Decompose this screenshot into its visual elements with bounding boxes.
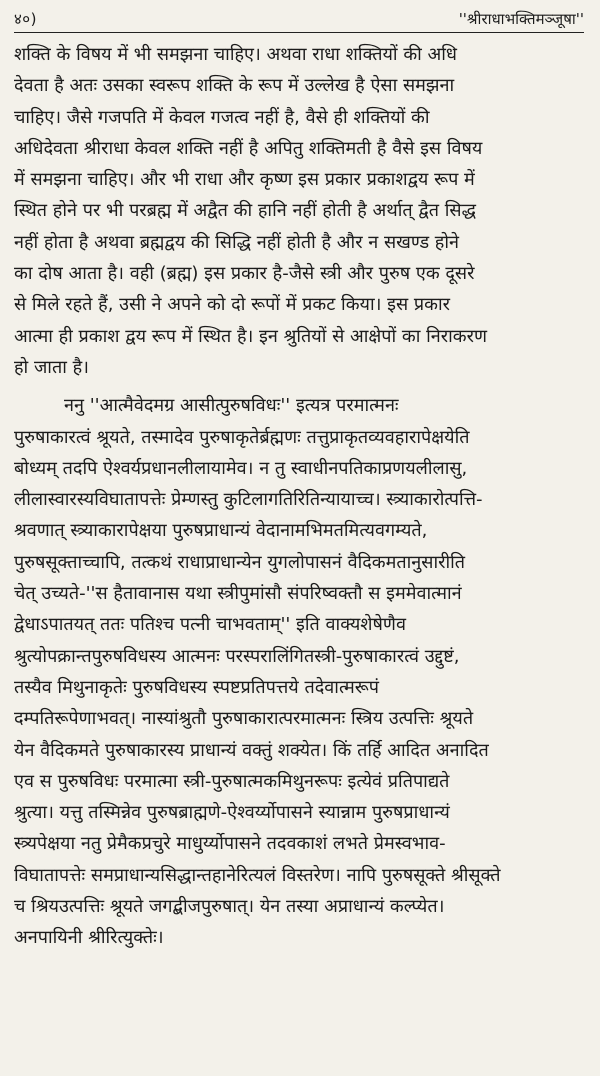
text-line: द्वेधाऽपातयत् ततः पतिश्च पत्नी चाभवताम्'' इति वाक्यशेषेणैव xyxy=(14,614,406,636)
text-line: स्त्र्यपेक्षया नतु प्रेमैकप्रचुरे माधुर्य्योपासने तदवकाशं लभते प्रेमस्वभाव- xyxy=(14,833,446,855)
text-line: येन वैदिकमते पुरुषाकारस्य प्राधान्यं वक्तुं शक्येत। किं तर्हि आदित अनादित xyxy=(14,739,489,761)
sanskrit-paragraph xyxy=(14,390,584,953)
text-line: देवता है अतः उसका स्वरूप शक्ति के रूप में उल्लेख है ऐसा समझना xyxy=(14,75,455,97)
text-line: से मिले रहते हैं, उसी ने अपने को दो रूपों में प्रकट किया। इस प्रकार xyxy=(14,294,450,316)
text-line: शक्ति के विषय में भी समझना चाहिए। अथवा राधा शक्तियों की अधि xyxy=(14,44,458,65)
text-line: च श्रियउत्पत्तिः श्रूयते जगद्बीजपुरुषात्। येन तस्या अप्राधान्यं कल्प्येत। xyxy=(14,896,445,918)
text-line: अनपायिनी श्रीरित्युक्तेः। xyxy=(14,927,164,949)
running-title: ''श्रीराधाभक्तिमञ्जूषा'' xyxy=(458,10,584,28)
text-line: पुरुषाकारत्वं श्रूयते, तस्मादेव पुरुषाकृतेर्ब्रह्मणः तत्तुप्राकृतव्यवहारापेक्षयेति xyxy=(14,426,470,448)
text-line: चेत् उच्यते-''स हैतावानास यथा स्त्रीपुमांसौ संपरिष्वक्तौ स इममेवात्मानं xyxy=(14,583,462,605)
text-line: एव स पुरुषविधः परमात्मा स्त्री-पुरुषात्मकमिथुनरूपः इत्येवं प्रतिपाद्यते xyxy=(14,770,450,792)
text-line: स्थित होने पर भी परब्रह्म में अद्वैत की हानि नहीं होती है अर्थात् द्वैत सिद्ध xyxy=(14,200,476,222)
text-line: बोध्यम् तदपि ऐश्वर्यप्रधानलीलायामेव। न तु स्वाधीनपतिकाप्रणयलीलासु, xyxy=(14,457,468,479)
text-line: लीलास्वारस्यविघातापत्तेः प्रेम्णस्तु कुटिलागतिरितिन्यायाच्च। स्त्र्याकारोत्पत्ति- xyxy=(14,489,483,511)
text-line: श्रुत्योपक्रान्तपुरुषविधस्य आत्मनः परस्परालिंगितस्त्री-पुरुषाकारत्वं उद्दुष्टं, xyxy=(14,645,460,667)
hindi-paragraph xyxy=(14,39,584,383)
text-line: नहीं होता है अथवा ब्रह्मद्वय की सिद्धि नहीं होती है और न सखण्ड होने xyxy=(14,231,460,253)
text-line: श्रुत्या। यत्तु तस्मिन्नेव पुरुषब्राह्मणे-ऐश्वर्य्योपासने स्यान्नाम पुरुषप्राधान्यं xyxy=(14,802,450,824)
text-line: श्रवणात् स्त्र्याकारापेक्षया पुरुषप्राधान्यं वेदानामभिमतमित्यवगम्यते, xyxy=(14,520,428,542)
text-line: दम्पतिरूपेणाभवत्। नास्यांश्रुतौ पुरुषाकारात्परमात्मनः स्त्रिय उत्पत्तिः श्रूयते xyxy=(14,708,474,730)
text-line: विघातापत्तेः समप्राधान्यसिद्धान्तहानेरित्यलं विस्तरेण। नापि पुरुषसूक्ते श्रीसूक्ते xyxy=(14,864,501,886)
text-line: चाहिए। जैसे गजपति में केवल गजत्व नहीं है, वैसे ही शक्तियों की xyxy=(14,106,430,128)
text-line: आत्मा ही प्रकाश द्वय रूप में स्थित है। इन श्रुतियों से आक्षेपों का निराकरण xyxy=(14,325,487,347)
text-line: में समझना चाहिए। और भी राधा और कृष्ण इस प्रकार प्रकाशद्वय रूप में xyxy=(14,169,475,191)
text-line: का दोष आता है। वही (ब्रह्म) इस प्रकार है-जैसे स्त्री और पुरुष एक दूसरे xyxy=(14,263,475,285)
text-line: हो जाता है। xyxy=(14,356,89,378)
text-line: अधिदेवता श्रीराधा केवल शक्ति नहीं है अपितु शक्तिमती है वैसे इस विषय xyxy=(14,137,483,159)
text-line: ननु ''आत्मैवेदमग्र आसीत्पुरुषविधः'' इत्यत्र परमात्मनः xyxy=(64,395,399,417)
text-line: पुरुषसूक्ताच्चापि, तत्कथं राधाप्राधान्येन युगलोपासनं वैदिकमतानुसारीति xyxy=(14,551,466,573)
text-line: तस्यैव मिथुनाकृतेः पुरुषविधस्य स्पष्टप्रतिपत्तये तदेवात्मरूपं xyxy=(14,676,379,698)
header-rule xyxy=(14,32,584,33)
page-header xyxy=(14,8,584,28)
page-number: ४०) xyxy=(14,10,37,28)
